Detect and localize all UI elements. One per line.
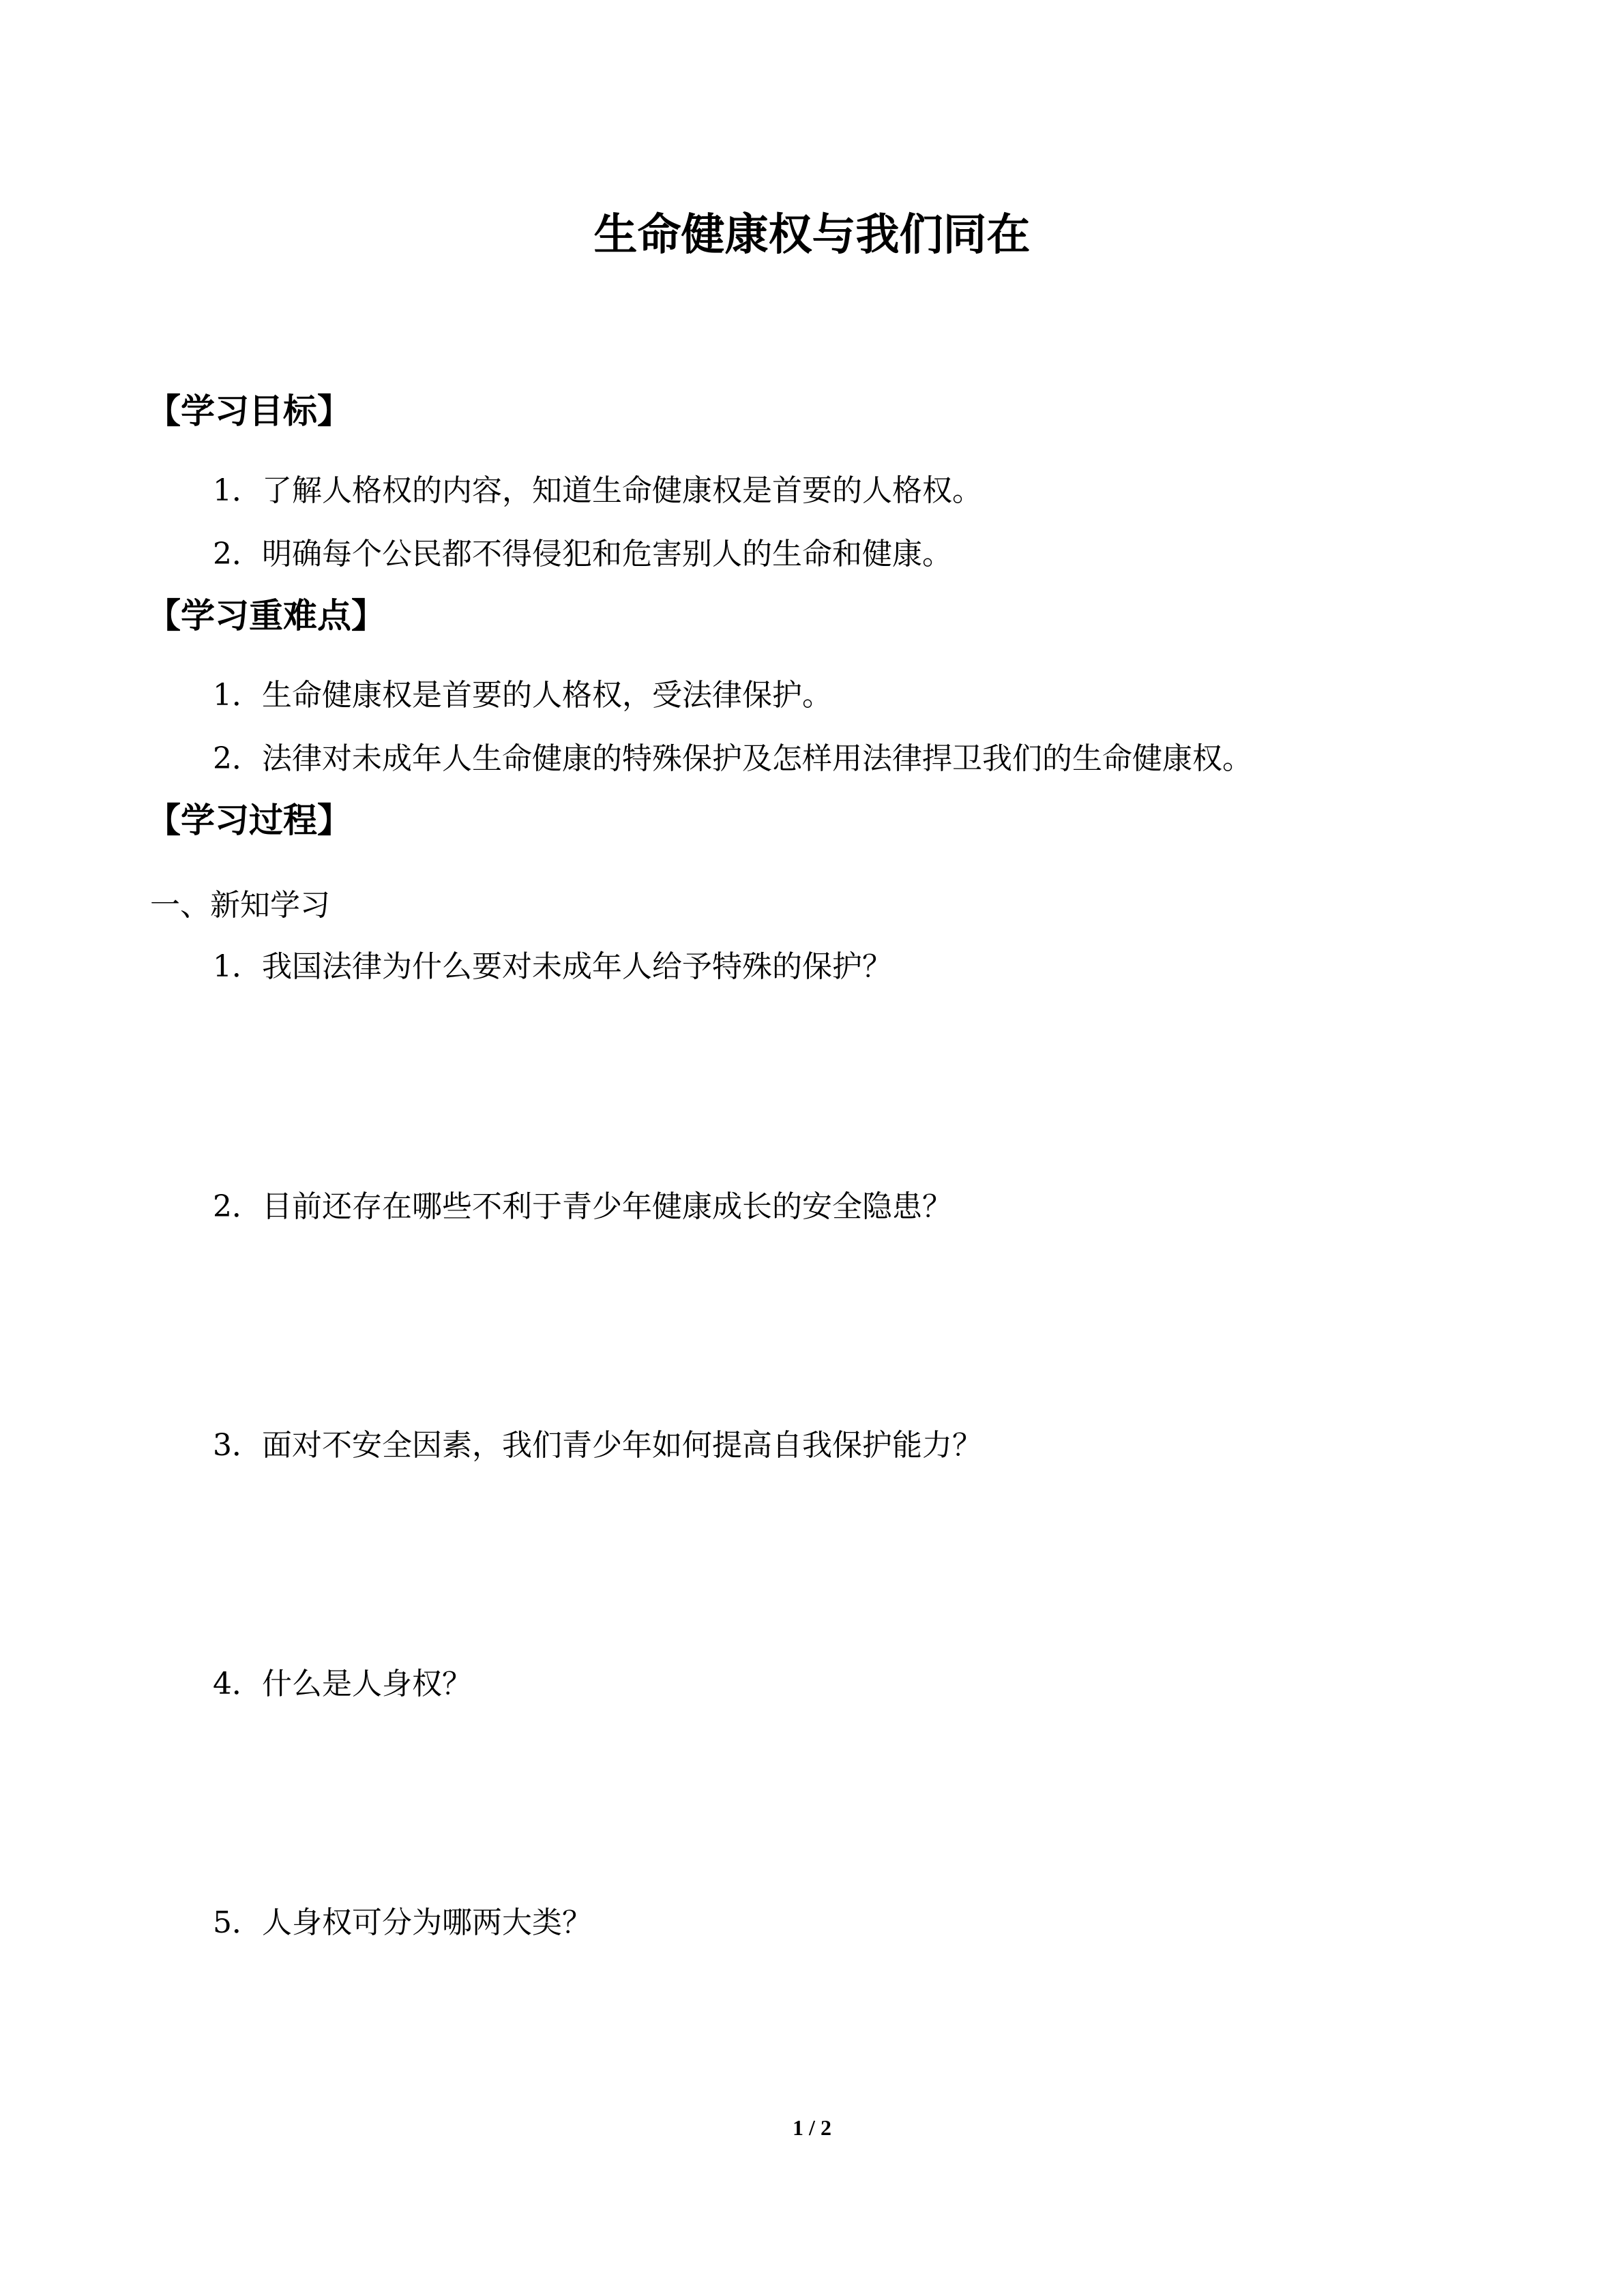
learning-process-heading: 【学习过程】 — [147, 801, 351, 840]
question-item: 4．什么是人身权？ — [213, 1667, 472, 1701]
learning-objective-item: 2．明确每个公民都不得侵犯和危害别人的生命和健康。 — [213, 537, 952, 571]
page-title: 生命健康权与我们同在 — [593, 210, 1031, 260]
question-item: 5．人身权可分为哪两大类？ — [213, 1905, 592, 1940]
learning-objectives-heading: 【学习目标】 — [147, 391, 351, 431]
new-knowledge-subsection-title: 一、新知学习 — [150, 888, 330, 923]
learning-objective-item: 1．了解人格权的内容，知道生命健康权是首要的人格权。 — [213, 473, 982, 508]
question-item: 2．目前还存在哪些不利于青少年健康成长的安全隐患？ — [213, 1189, 952, 1224]
question-item: 3．面对不安全因素，我们青少年如何提高自我保护能力？ — [213, 1428, 982, 1463]
key-point-item: 2．法律对未成年人生命健康的特殊保护及怎样用法律捍卫我们的生命健康权。 — [213, 741, 1252, 776]
question-item: 1．我国法律为什么要对未成年人给予特殊的保护？ — [213, 949, 892, 984]
page-number: 1 / 2 — [793, 2115, 831, 2140]
key-point-item: 1．生命健康权是首要的人格权，受法律保护。 — [213, 678, 832, 713]
key-points-heading: 【学习重难点】 — [147, 596, 385, 636]
